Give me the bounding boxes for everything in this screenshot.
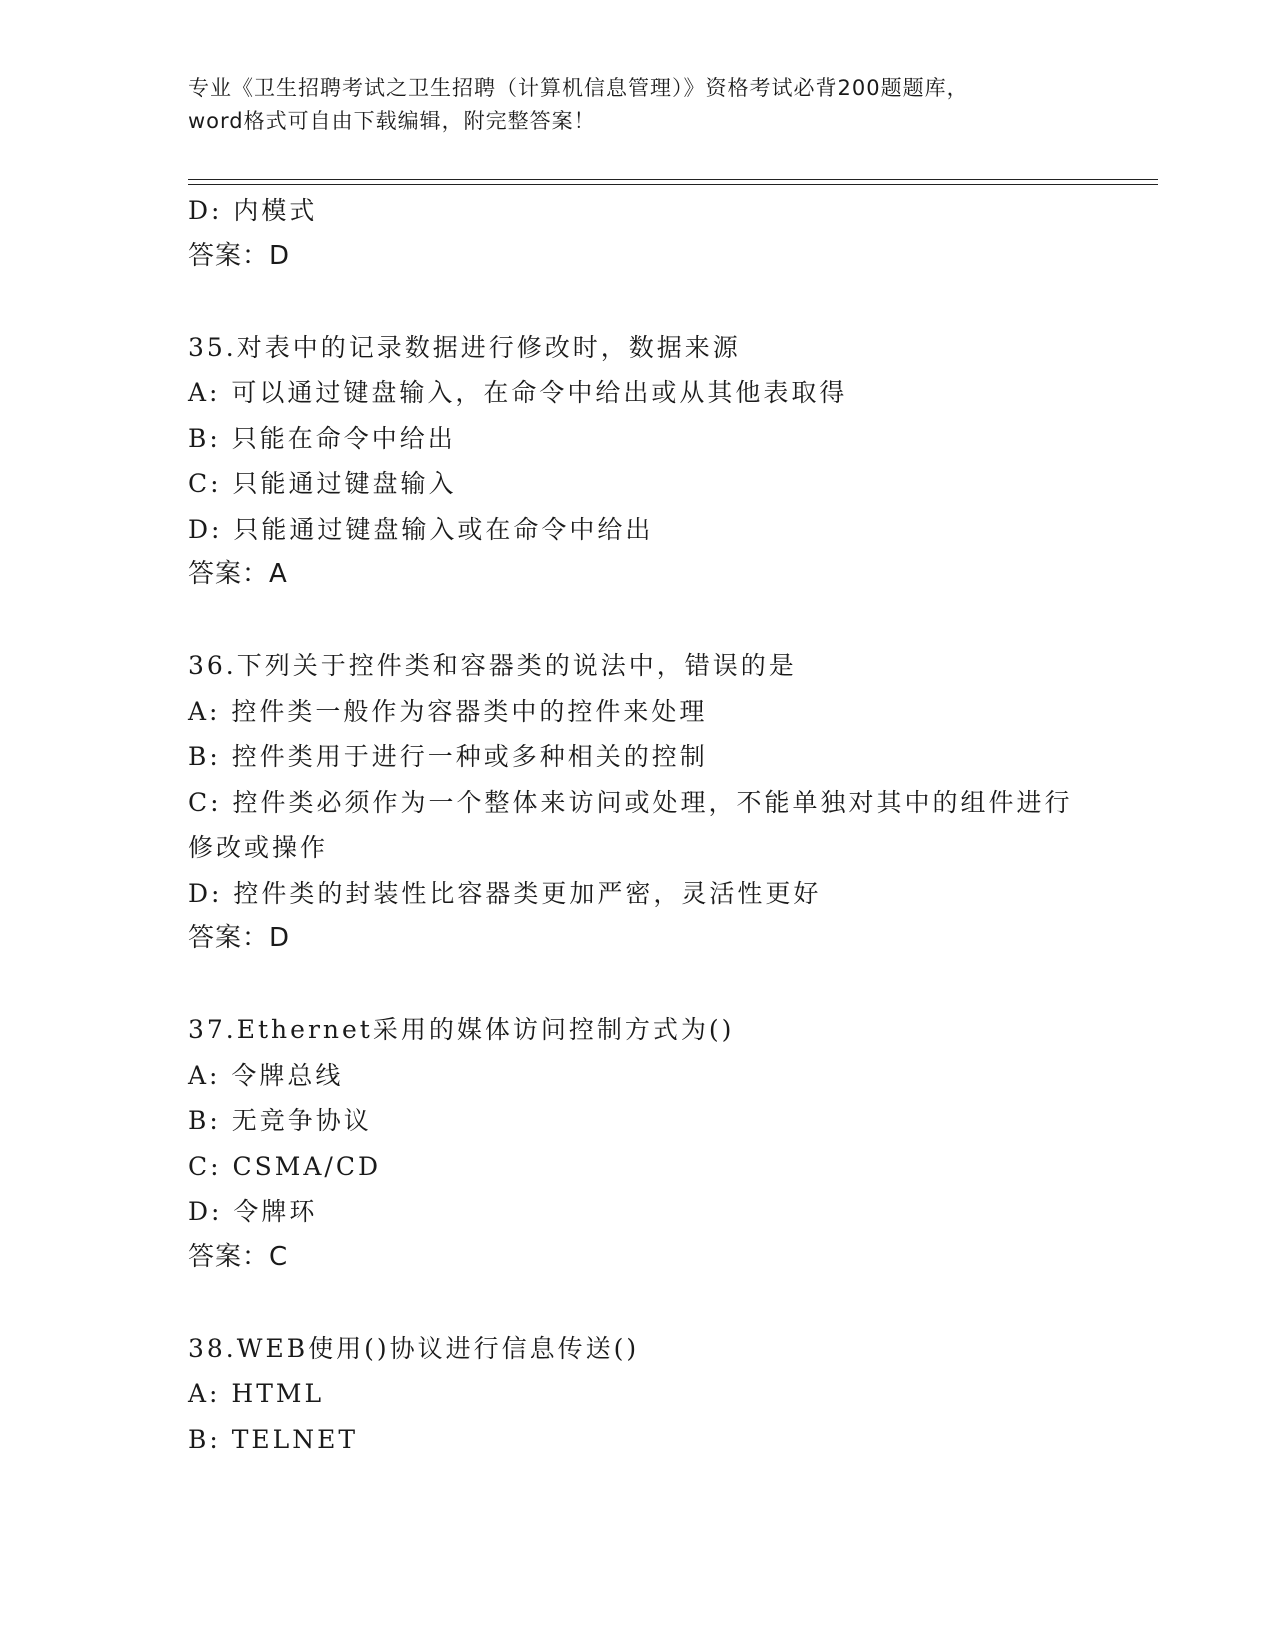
spacer <box>188 962 1088 1008</box>
carryover-option-d: D: 内模式 <box>188 196 318 225</box>
answer: 答案：D <box>188 923 291 953</box>
option-b: B: 只能在命令中给出 <box>188 423 456 453</box>
option-c: C: CSMA/CD <box>188 1151 382 1181</box>
option-b: B: 控件类用于进行一种或多种相关的控制 <box>188 742 708 771</box>
question-38 <box>188 1326 1088 1463</box>
spacer <box>188 598 1088 644</box>
header-divider-bottom <box>188 184 1158 185</box>
question-36 <box>188 643 1088 962</box>
document-header <box>188 72 1088 138</box>
question-35 <box>188 325 1088 598</box>
option-b: B: TELNET <box>188 1424 359 1454</box>
option-d: D: 令牌环 <box>188 1197 318 1226</box>
spacer <box>188 279 1088 325</box>
option-a: A: HTML <box>188 1379 325 1408</box>
header-line-2: word格式可自由下载编辑，附完整答案！ <box>188 109 596 133</box>
question-list <box>188 188 1088 1462</box>
option-d: D: 只能通过键盘输入或在命令中给出 <box>188 514 654 544</box>
answer: 答案：C <box>188 1241 289 1272</box>
question-stem: 35.对表中的记录数据进行修改时，数据来源 <box>188 332 741 362</box>
question-37 <box>188 1007 1088 1280</box>
option-c: C: 控件类必须作为一个整体来访问或处理，不能单独对其中的组件进行修改或操作 <box>188 787 1073 862</box>
answer: 答案：A <box>188 559 288 589</box>
question-stem: 38.WEB使用()协议进行信息传送() <box>188 1333 640 1363</box>
option-b: B: 无竞争协议 <box>188 1106 372 1135</box>
header-divider-top <box>188 179 1158 180</box>
option-d: D: 控件类的封装性比容器类更加严密，灵活性更好 <box>188 878 822 908</box>
question-stem: 36.下列关于控件类和容器类的说法中，错误的是 <box>188 651 797 680</box>
option-a: A: 控件类一般作为容器类中的控件来处理 <box>188 696 708 726</box>
option-a: A: 可以通过键盘输入，在命令中给出或从其他表取得 <box>188 378 848 407</box>
carryover-answer: 答案：D <box>188 240 291 271</box>
header-line-1: 专业《卫生招聘考试之卫生招聘（计算机信息管理）》资格考试必背200题题库， <box>188 76 969 100</box>
option-a: A: 令牌总线 <box>188 1060 344 1090</box>
question-stem: 37.Ethernet采用的媒体访问控制方式为() <box>188 1015 735 1044</box>
spacer <box>188 1280 1088 1326</box>
option-c: C: 只能通过键盘输入 <box>188 469 457 498</box>
